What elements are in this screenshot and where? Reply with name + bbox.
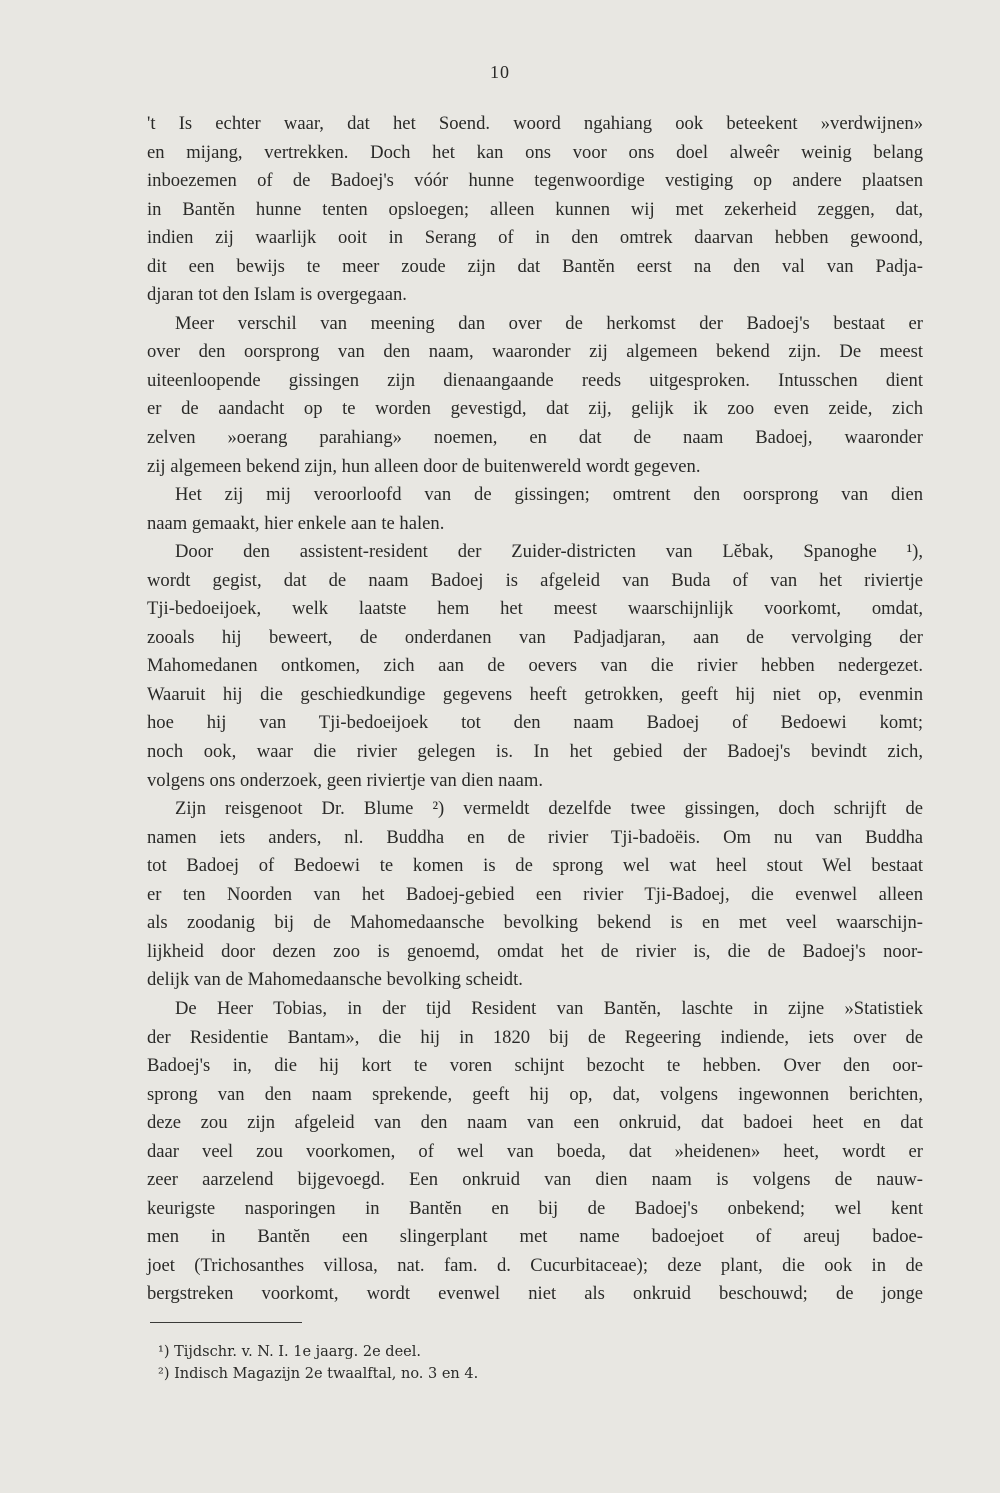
text-line: Door den assistent-resident der Zuider-districten van Lĕbak, Spanoghe ¹), xyxy=(175,541,923,563)
text-line: der Residentie Bantam», die hij in 1820 bij de Regeering indiende, iets over de xyxy=(147,1026,923,1048)
text-line: en mijang, vertrekken. Doch het kan ons voor ons doel alweêr weinig belang xyxy=(147,141,923,163)
footnote: ¹) Tijdschr. v. N. I. 1e jaarg. 2e deel. xyxy=(158,1344,421,1360)
text-line: er de aandacht op te worden gevestigd, dat zij, gelijk ik zoo even zeide, zich xyxy=(147,398,923,420)
text-line: er ten Noorden van het Badoej-gebied een rivier Tji-Badoej, die evenwel alleen xyxy=(147,883,923,905)
text-line: deze zou zijn afgeleid van den naam van een onkruid, dat badoei heet en dat xyxy=(147,1112,923,1134)
text-line: Tji-bedoeijoek, welk laatste hem het meest waarschijnlijk voorkomt, omdat, xyxy=(147,598,923,620)
text-line: Meer verschil van meening dan over de herkomst der Badoej's bestaat er xyxy=(175,312,923,334)
text-line: sprong van den naam sprekende, geeft hij op, dat, volgens ingewonnen berichten, xyxy=(147,1083,923,1105)
footnote: ²) Indisch Magazijn 2e twaalftal, no. 3 en 4. xyxy=(158,1366,479,1382)
page-number: 10 xyxy=(490,62,510,82)
text-line: dit een bewijs te meer zoude zijn dat Bantĕn eerst na den val van Padja- xyxy=(147,255,923,277)
text-line: Mahomedanen ontkomen, zich aan de oevers van die rivier hebben nedergezet. xyxy=(147,655,923,677)
text-line: zooals hij beweert, de onderdanen van Padjadjaran, aan de vervolging der xyxy=(147,626,923,648)
text-line: Waaruit hij die geschiedkundige gegevens heeft getrokken, geeft hij niet op, evenmin xyxy=(147,683,923,705)
text-line: noch ook, waar die rivier gelegen is. In het gebied der Badoej's bevindt zich, xyxy=(147,741,923,763)
text-line: zij algemeen bekend zijn, hun alleen door de buitenwereld wordt gegeven. xyxy=(147,455,701,477)
text-line: inboezemen of de Badoej's vóór hunne tegenwoordige vestiging op andere plaatsen xyxy=(147,170,923,192)
text-line: uiteenloopende gissingen zijn dienaangaande reeds uitgesproken. Intusschen dient xyxy=(147,369,923,391)
text-line: naam gemaakt, hier enkele aan te halen. xyxy=(147,512,445,534)
footnotes xyxy=(158,1341,758,1385)
text-line: zeer aarzelend bijgevoegd. Een onkruid van dien naam is volgens de nauw- xyxy=(147,1169,923,1191)
text-line: in Bantĕn hunne tenten opsloegen; alleen kunnen wij met zekerheid zeggen, dat, xyxy=(147,198,923,220)
text-line: joet (Trichosanthes villosa, nat. fam. d. Cucurbitaceae); deze plant, die ook in de xyxy=(147,1254,923,1276)
text-line: bergstreken voorkomt, wordt evenwel niet als onkruid beschouwd; de jonge xyxy=(147,1283,923,1305)
text-line: lijkheid door dezen zoo is genoemd, omdat het de rivier is, die de Badoej's noor- xyxy=(147,940,923,962)
text-line: als zoodanig bij de Mahomedaansche bevolking bekend is en met veel waarschijn- xyxy=(147,912,923,934)
text-line: over den oorsprong van den naam, waaronder zij algemeen bekend zijn. De meest xyxy=(147,341,923,363)
text-line: hoe hij van Tji-bedoeijoek tot den naam Badoej of Bedoewi komt; xyxy=(147,712,923,734)
text-line: indien zij waarlijk ooit in Serang of in den omtrek daarvan hebben gewoond, xyxy=(147,227,923,249)
text-line: wordt gegist, dat de naam Badoej is afgeleid van Buda of van het riviertje xyxy=(147,569,923,591)
footnote-divider xyxy=(150,1322,302,1323)
text-line: tot Badoej of Bedoewi te komen is de sprong wel wat heel stout Wel bestaat xyxy=(147,855,923,877)
text-line: 't Is echter waar, dat het Soend. woord ngahiang ook beteekent »verdwijnen» xyxy=(147,113,923,134)
text-line: Het zij mij veroorloofd van de gissingen; omtrent den oorsprong van dien xyxy=(175,484,923,506)
text-line: volgens ons onderzoek, geen riviertje van dien naam. xyxy=(147,769,544,791)
text-line: djaran tot den Islam is overgegaan. xyxy=(147,284,407,306)
text-line: zelven »oerang parahiang» noemen, en dat de naam Badoej, waaronder xyxy=(147,427,923,449)
text-line: daar veel zou voorkomen, of wel van boeda, dat »heidenen» heet, wordt er xyxy=(147,1140,923,1162)
text-line: De Heer Tobias, in der tijd Resident van Bantĕn, laschte in zijne »Statistiek xyxy=(175,997,923,1019)
body-text xyxy=(147,110,923,1309)
text-line: Badoej's in, die hij kort te voren schijnt bezocht te hebben. Over den oor- xyxy=(147,1055,923,1077)
text-line: keurigste nasporingen in Bantĕn en bij de Badoej's onbekend; wel kent xyxy=(147,1197,923,1219)
text-line: namen iets anders, nl. Buddha en de rivier Tji-badoëis. Om nu van Buddha xyxy=(147,826,923,848)
text-line: Zijn reisgenoot Dr. Blume ²) vermeldt dezelfde twee gissingen, doch schrijft de xyxy=(175,798,923,820)
text-line: men in Bantĕn een slingerplant met name badoejoet of areuj badoe- xyxy=(147,1226,923,1248)
text-line: delijk van de Mahomedaansche bevolking scheidt. xyxy=(147,969,523,991)
